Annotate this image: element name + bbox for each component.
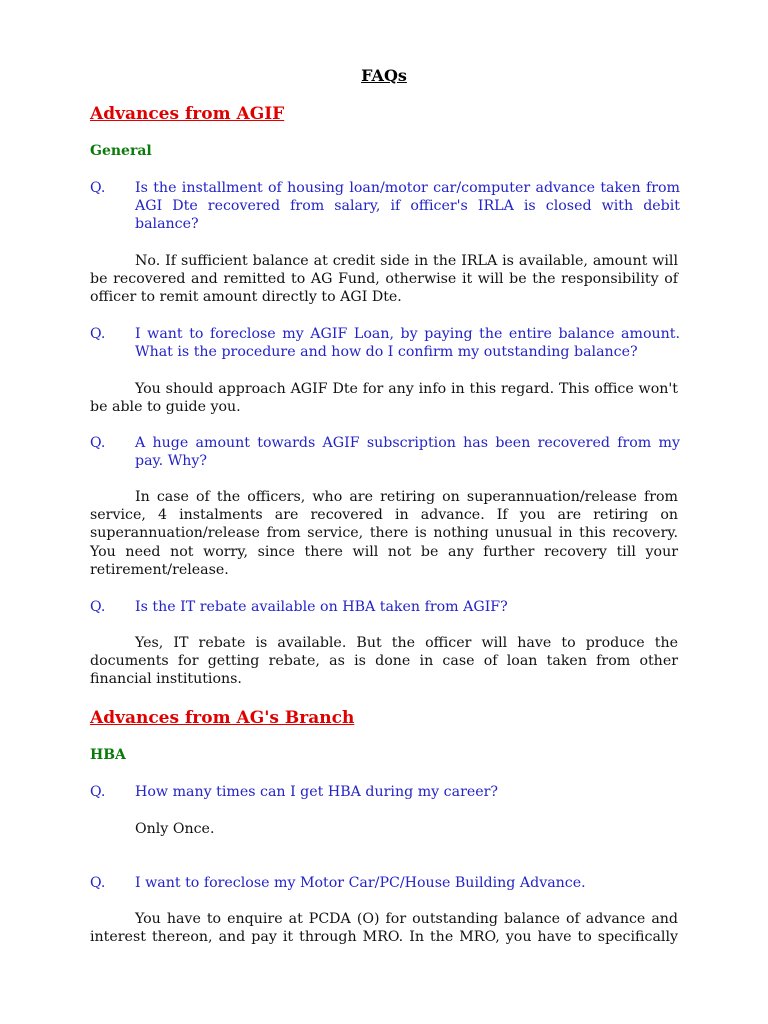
answer-5: Only Once. [135, 821, 215, 837]
subheading-hba: HBA [90, 747, 126, 763]
question-3 [90, 434, 680, 470]
answer-6: You have to enquire at PCDA (O) for outstanding balance of advance and interest thereon, and pay it through MRO. In the MRO, you have to specifically [90, 911, 678, 946]
question-text: I want to foreclose my AGIF Loan, by paying the entire balance amount. What is the procedure and how do I confirm my outstanding balance? [135, 326, 680, 361]
question-text: I want to foreclose my Motor Car/PC/House Building Advance. [135, 875, 586, 891]
question-2 [90, 325, 680, 361]
question-4 [90, 598, 680, 616]
question-marker: Q. [90, 784, 106, 800]
question-5 [90, 783, 680, 801]
question-marker: Q. [90, 180, 106, 196]
question-text: A huge amount towards AGIF subscription has been recovered from my pay. Why? [135, 435, 680, 470]
subheading-general: General [90, 143, 152, 159]
question-marker: Q. [90, 326, 106, 342]
question-text: Is the installment of housing loan/motor car/computer advance taken from AGI Dte recovered from salary, if officer's IRLA is closed with debit balance? [135, 180, 680, 233]
question-text: How many times can I get HBA during my career? [135, 784, 499, 800]
section-heading-agif: Advances from AGIF [90, 104, 285, 124]
answer-1: No. If sufficient balance at credit side in the IRLA is available, amount will be recovered and remitted to AG Fund, otherwise it will be the responsibility of officer to remit amount directly to AGI Dte. [90, 253, 678, 306]
question-6 [90, 874, 680, 892]
page-title: FAQs [361, 66, 407, 85]
question-marker: Q. [90, 599, 106, 615]
answer-2: You should approach AGIF Dte for any info in this regard. This office won't be able to guide you. [90, 381, 678, 416]
question-marker: Q. [90, 435, 106, 451]
question-1 [90, 179, 680, 234]
answer-4: Yes, IT rebate is available. But the officer will have to produce the documents for getting rebate, as is done in case of loan taken from other financial institutions. [90, 635, 678, 688]
answer-3: In case of the officers, who are retiring on superannuation/release from service, 4 instalments are recovered in advance. If you are retiring on superannuation/release from service, there is nothing unusual in this recovery. You need not worry, since there will not be any further recovery till your retirement/release. [90, 489, 678, 578]
section-heading-ag-branch: Advances from AG's Branch [90, 708, 355, 728]
question-text: Is the IT rebate available on HBA taken from AGIF? [135, 599, 508, 615]
question-marker: Q. [90, 875, 106, 891]
